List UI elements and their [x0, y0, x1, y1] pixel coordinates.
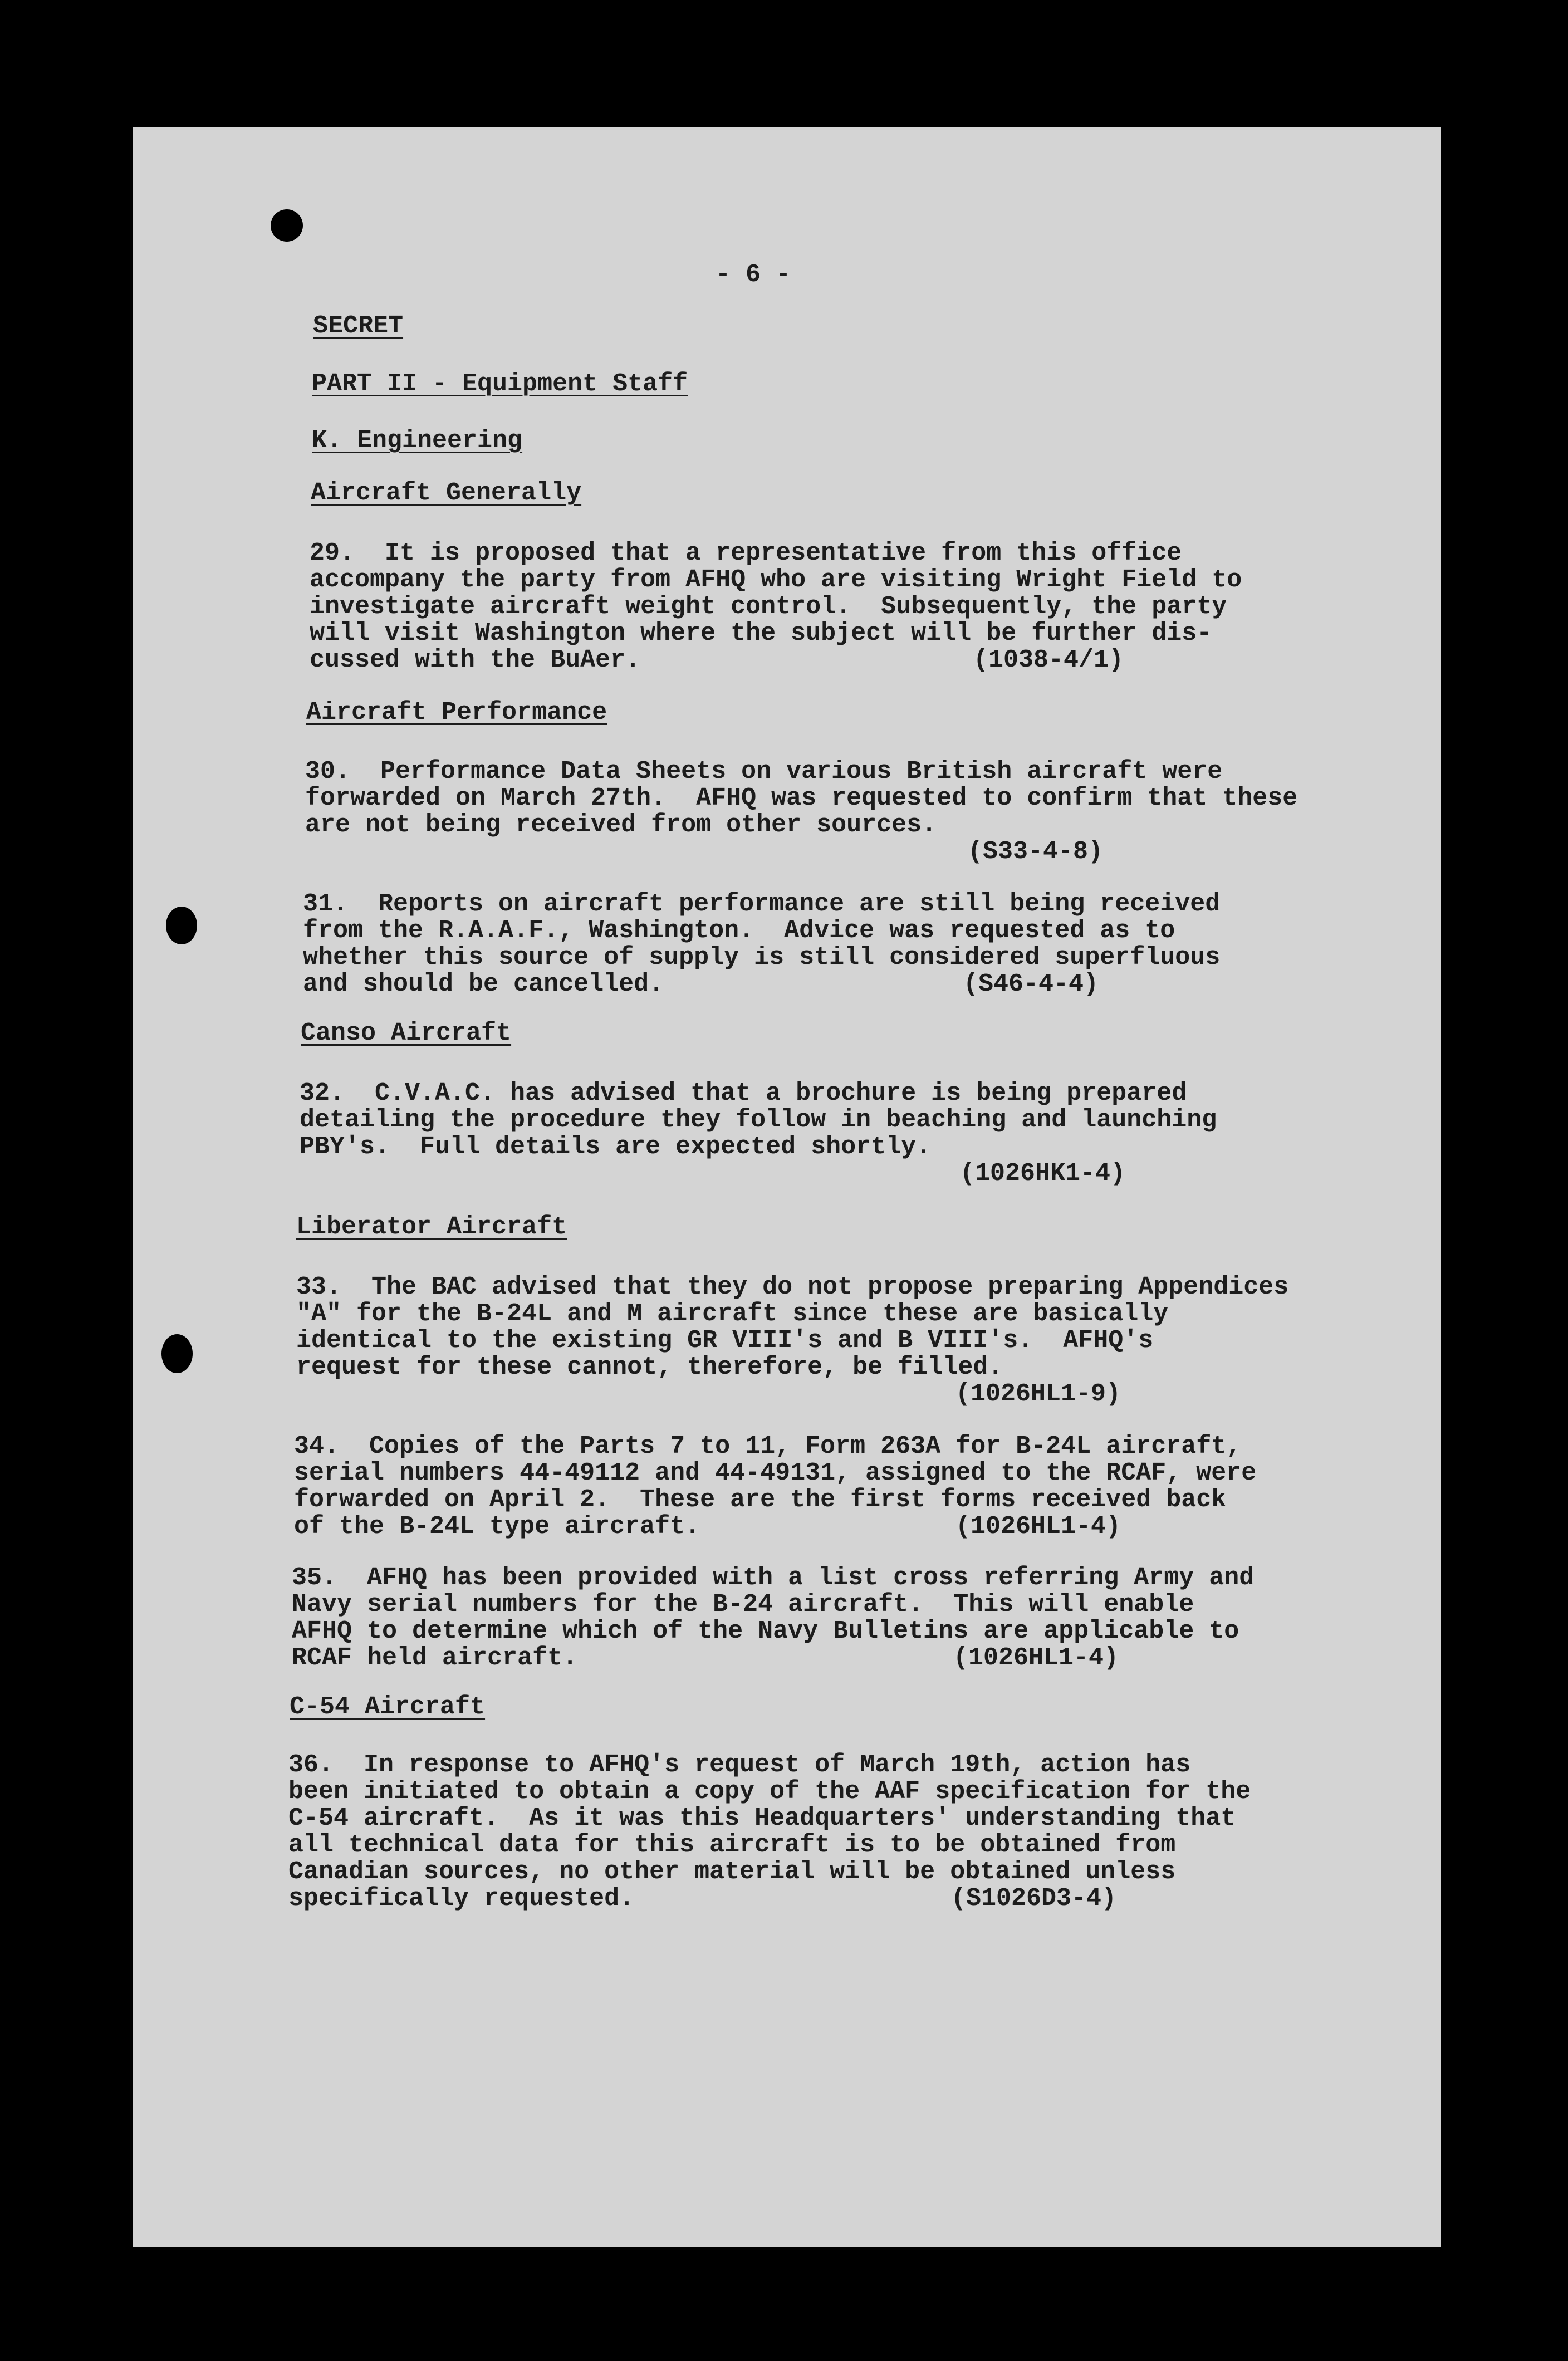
- punch-hole-bottom: [161, 1334, 193, 1373]
- text-line: AFHQ to determine which of the Navy Bulletins are applicable to: [292, 1617, 1239, 1645]
- text-line: specifically requested.: [288, 1884, 635, 1913]
- punch-hole-top: [271, 209, 303, 242]
- text-line: forwarded on April 2. These are the first forms received back: [294, 1486, 1227, 1514]
- file-reference: (S33-4-8): [968, 837, 1104, 866]
- text-line: Canadian sources, no other material will be obtained unless: [288, 1858, 1176, 1886]
- file-reference: (S1026D3-4): [951, 1884, 1117, 1913]
- text-line: request for these cannot, therefore, be filled.: [296, 1353, 1003, 1382]
- text-line: 34. Copies of the Parts 7 to 11, Form 263A for B-24L aircraft,: [294, 1432, 1242, 1461]
- subsection-heading-aircraft-performance: Aircraft Performance: [306, 698, 607, 727]
- text-line: 29. It is proposed that a representative from this office: [310, 539, 1182, 567]
- text-line: investigate aircraft weight control. Subsequently, the party: [310, 592, 1227, 621]
- text-line: are not being received from other sources.: [305, 811, 937, 839]
- text-line: 35. AFHQ has been provided with a list cross referring Army and: [292, 1564, 1255, 1592]
- part-heading: PART II - Equipment Staff: [312, 370, 688, 398]
- text-line: forwarded on March 27th. AFHQ was requested to confirm that these: [305, 784, 1298, 812]
- document-page: [133, 127, 1441, 2247]
- file-reference: (1026HL1-4): [953, 1644, 1119, 1672]
- text-line: "A" for the B-24L and M aircraft since these are basically: [296, 1300, 1169, 1328]
- text-line: C-54 aircraft. As it was this Headquarters' understanding that: [288, 1804, 1236, 1833]
- text-line: identical to the existing GR VIII's and B VIII's. AFHQ's: [296, 1326, 1154, 1355]
- file-reference: (1038-4/1): [973, 646, 1124, 674]
- punch-hole-middle: [166, 907, 197, 944]
- text-line: PBY's. Full details are expected shortly.: [300, 1133, 932, 1161]
- text-line: 31. Reports on aircraft performance are still being received: [303, 890, 1221, 918]
- text-line: accompany the party from AFHQ who are visiting Wright Field to: [310, 566, 1242, 594]
- text-line: of the B-24L type aircraft.: [294, 1512, 700, 1541]
- file-reference: (1026HL1-9): [955, 1380, 1121, 1408]
- text-line: been initiated to obtain a copy of the AAF specification for the: [288, 1777, 1251, 1806]
- text-line: 30. Performance Data Sheets on various British aircraft were: [305, 757, 1223, 786]
- subsection-heading-canso-aircraft: Canso Aircraft: [301, 1019, 512, 1047]
- text-line: from the R.A.A.F., Washington. Advice was requested as to: [303, 917, 1175, 945]
- text-line: 32. C.V.A.C. has advised that a brochure is being prepared: [300, 1079, 1187, 1108]
- subsection-heading-c54-aircraft: C-54 Aircraft: [290, 1693, 486, 1721]
- text-line: cussed with the BuAer.: [310, 646, 641, 674]
- text-line: Navy serial numbers for the B-24 aircraft. This will enable: [292, 1590, 1194, 1619]
- text-line: RCAF held aircraft.: [292, 1644, 578, 1672]
- text-line: will visit Washington where the subject will be further dis-: [310, 619, 1212, 648]
- file-reference: (1026HL1-4): [955, 1512, 1121, 1541]
- page-number: - 6 -: [716, 261, 791, 289]
- text-line: 33. The BAC advised that they do not propose preparing Appendices: [296, 1273, 1289, 1301]
- subsection-heading-aircraft-generally: Aircraft Generally: [311, 479, 582, 507]
- subsection-heading-liberator-aircraft: Liberator Aircraft: [296, 1213, 567, 1241]
- file-reference: (S46-4-4): [963, 970, 1099, 998]
- text-line: detailing the procedure they follow in beaching and launching: [300, 1106, 1217, 1134]
- text-line: and should be cancelled.: [303, 970, 664, 998]
- file-reference: (1026HK1-4): [960, 1159, 1126, 1188]
- text-line: whether this source of supply is still considered superfluous: [303, 943, 1221, 972]
- classification-label: SECRET: [313, 312, 404, 340]
- text-line: all technical data for this aircraft is to be obtained from: [288, 1831, 1176, 1859]
- section-heading: K. Engineering: [312, 427, 523, 455]
- text-line: serial numbers 44-49112 and 44-49131, assigned to the RCAF, were: [294, 1459, 1257, 1487]
- text-line: 36. In response to AFHQ's request of March 19th, action has: [288, 1751, 1191, 1779]
